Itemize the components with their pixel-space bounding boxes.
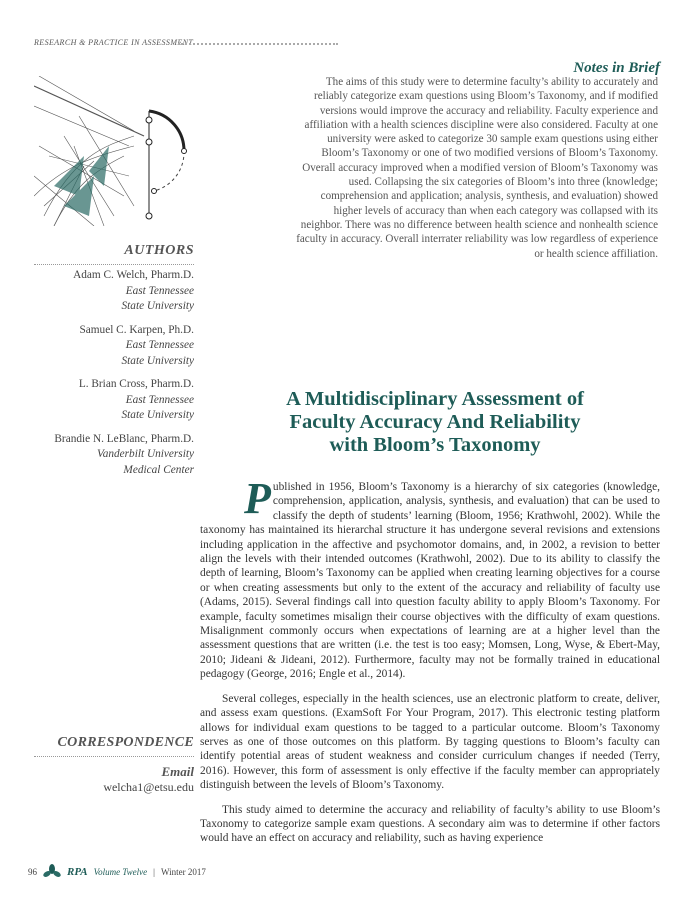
email-address: welcha1@etsu.edu <box>103 780 194 794</box>
author-name: Brandie N. LeBlanc, Pharm.D. <box>54 432 194 445</box>
rpa-logo-text: RPA <box>67 866 88 878</box>
drop-cap: P <box>244 474 271 523</box>
decorative-artwork <box>34 76 194 226</box>
author-affiliation: State University <box>121 300 194 312</box>
author-affiliation: East Tennessee <box>125 393 194 406</box>
email-label: Email <box>161 764 194 779</box>
running-header: RESEARCH & PRACTICE IN ASSESSMENT <box>34 38 194 47</box>
notes-in-brief-title: Notes in Brief <box>573 60 660 76</box>
author-affiliation: East Tennessee <box>125 284 194 297</box>
author-entry <box>20 432 194 479</box>
correspondence-divider <box>34 756 194 757</box>
authors-heading: AUTHORS <box>124 243 194 258</box>
title-line: A Multidisciplinary Assessment of <box>286 388 584 410</box>
author-affiliation: Medical Center <box>123 463 194 476</box>
author-entry <box>20 268 194 315</box>
authors-list <box>20 268 194 486</box>
author-entry <box>20 377 194 424</box>
rpa-leaf-icon <box>43 864 61 880</box>
author-affiliation: State University <box>121 409 194 421</box>
author-name: L. Brian Cross, Pharm.D. <box>78 378 194 390</box>
paragraph <box>200 474 660 682</box>
correspondence-heading: CORRESPONDENCE <box>57 735 194 750</box>
volume-label: Volume Twelve <box>93 867 148 877</box>
page-footer <box>28 862 206 882</box>
author-name: Adam C. Welch, Pharm.D. <box>73 269 194 281</box>
notes-in-brief-body: The aims of this study were to determine faculty’s ability to accurately and reliably categorize exam questions using Bloom’s Taxonomy, and if modified versions would improve the accuracy and reliability. Faculty experience and affiliation with a health sciences discipline were also considered. Faculty at one university were asked to categorize 30 sample exam questions using either Bloom’s Taxonomy or one of two modified versions of Bloom’s Taxonomy. Overall accuracy improved when a modified version of Bloom’s Taxonomy was used. Collapsing the six categories of Bloom’s into three (knowledge; comprehension and application; analysis, synthesis, and evaluation) showed higher levels of accuracy than when each category was collapsed with its neighbor. There was no difference between health science and nonhealth science faculty in accuracy. Overall interrater reliability was low regardless of experience or health science affiliation. <box>296 76 658 260</box>
paragraph: Several colleges, especially in the health sciences, use an electronic platform to create, deliver, and assess exam questions. (ExamSoft For Your Program, 2017). This electronic testing platform allows for individual exam questions to be tagged to a particular outcome. Bloom’s Taxonomy serves as one of those outcomes on this platform. By tagging questions to Bloom’s faculty can identify potential areas of student weakness and consider curriculum changes if needed (Terry, 2016). However, this form of assessment is only effective if the faculty member can appropriately distinguish between the levels of Bloom’s Taxonomy. <box>200 692 660 792</box>
author-affiliation: State University <box>121 354 194 367</box>
page-number: 96 <box>28 867 37 877</box>
title-line: with Bloom’s Taxonomy <box>329 434 541 456</box>
article-body <box>200 474 660 856</box>
author-entry <box>20 323 194 370</box>
author-affiliation: Vanderbilt University <box>97 448 194 460</box>
paragraph: This study aimed to determine the accuracy and reliability of faculty’s ability to use Bloom’s Taxonomy to categorize sample exam questions. A secondary aim was to determine if other factors would have an effect on accuracy and reliability, such as having experience <box>200 803 660 845</box>
authors-divider <box>34 264 194 265</box>
header-divider <box>178 43 338 45</box>
issue-label: Winter 2017 <box>160 867 206 877</box>
footer-separator: | <box>153 867 155 877</box>
author-affiliation: East Tennessee <box>125 339 194 351</box>
paragraph-text: ublished in 1956, Bloom’s Taxonomy is a hierarchy of six categories (knowledge, comprehension, application, analysis, synthesis, and evaluation) that can be used to classify the depth of students’ learning (Bloom, 1956; Krathwohl, 2002). While the taxonomy has maintained its hierarchal structure it has undergone several revisions and extensions including application in the affective and psychomotor domains, and, in 2002, a revision to better align the levels with their intended outcomes (Krathwohl, 2002). Due to its ability to classify the depth of learning, Bloom’s Taxonomy can be applied when creating learning objectives for a course or when creating assessments but only to the extent of the accuracy and reliability of faculty use (Adams, 2015). Several findings call into question faculty ability to apply Bloom’s Taxonomy. For example, faculty sometimes misalign their course objectives with the difficulty of exam questions. Misalignment commonly occurs when expectations of learning are at a higher level than the assessment questions that are written (i.e. the test is too easy; Momsen, Long, Wyse, & Ebert-May, 2010; Jideani & Jideani, 2012). Furthermore, faculty may not be formally trained in educational pedagogy (George, 2016; Engle et al., 2014). <box>200 481 660 681</box>
title-line: Faculty Accuracy And Reliability <box>289 411 581 433</box>
author-name: Samuel C. Karpen, Ph.D. <box>79 323 194 336</box>
article-title <box>210 388 660 457</box>
